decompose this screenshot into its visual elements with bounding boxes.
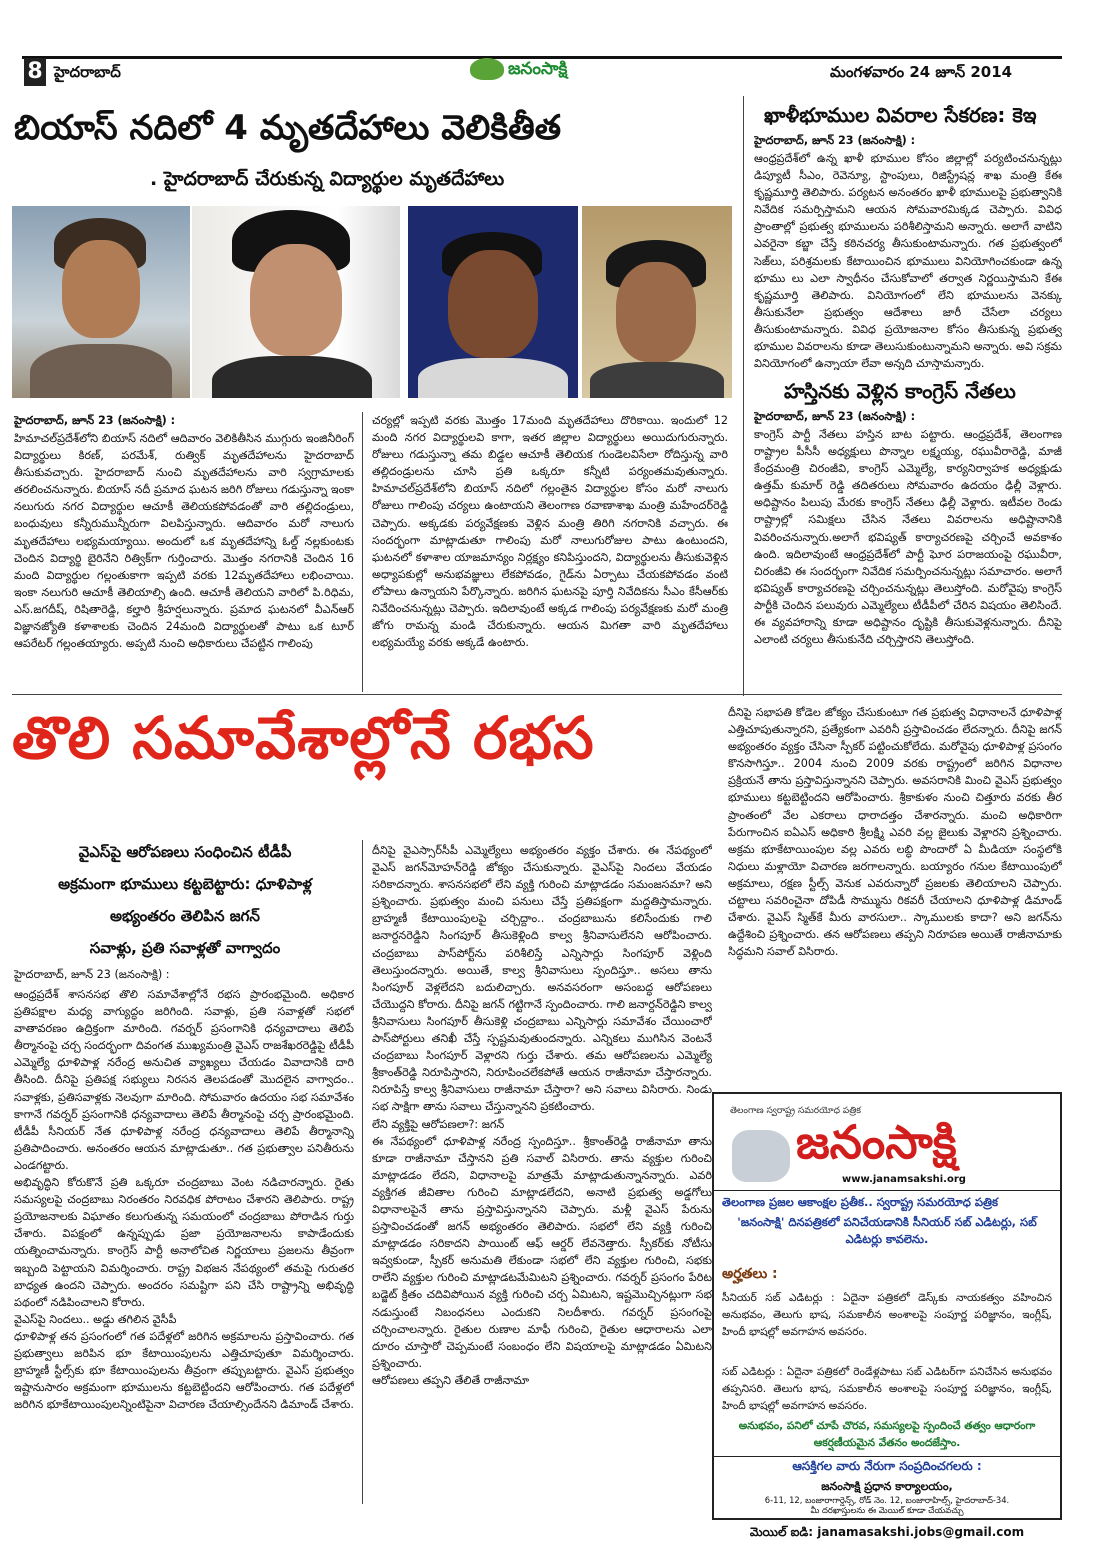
story1-column-2: చర్యల్లో ఇప్పటి వరకు మొత్తం 17మంది మృతదేహాలు దొరికాయి. ఇందులో 12 మంది నగర విద్యార్థులవి కాగా, ఇతర జిల్లాల విద్యార్థులు అయిదుగురున్నారు. రోజులు గడుస్తున్నా తమ బిడ్డల ఆచూకీ తెలియక గుండెలవిసేలా రోదిస్తున్న వారి తల్లిదండ్రులను చూసి ప్రతి ఒక్కరూ కన్నీటి పర్యంతమవుతున్నారు. హిమాచల్‌ప్రదేశ్‌లోని బియాస్ నదిలో గల్లంతైన విద్యార్థుల కోసం మరో నాలుగు రోజులు గాలింపు చర్యలు ఉంటాయని తెలంగాణ రవాణాశాఖ మంత్రి మహేందర్‌రెడ్డి చెప్పారు. అక్కడకు పర్యవేక్షణకు వెళ్లిన మంత్రి తిరిగి నగరానికి వచ్చారు. ఈ సందర్భంగా మాట్లాడుతూ గాలింపు మరో నాలుగురోజుల పాటు ఉంటుందని, ఘటనలో కళాశాల యాజమాన్యం నిర్లక్ష్యం కనిపిస్తుందని, విద్యార్థులను తీసుకువెళ్లిన అధ్యాపకుల్లో అనుభవజ్ఞులు లేకపోవడం, గైడ్‌ను ఏర్పాటు చేయకపోవడం వంటి లోపాలు ఉన్నాయని పేర్కొన్నారు. జరిగిన ఘటనపై పూర్తి నివేదికను సీఎం కేసీఆర్‌కు నివేదించనున్నట్లు చెప్పారు. ఇదిలావుంటే అక్కడ గాలింపు పర్యవేక్షణకు మరో మంత్రి జోగు రామన్న మండి చేరుకున్నారు. ఆయన మిగతా వారి మృతదేహాలు లభ్యమయ్యే వరకు అక్కడే ఉంటారు.	[372, 414, 728, 650]
page-number: 8	[24, 58, 46, 86]
story2-kicker-1: వైఎస్‌పై ఆరోపణలు సంధించిన టీడీపీ	[78, 843, 292, 861]
side2-body: కాంగ్రెస్ పార్టీ నేతలు హస్తిన బాట పట్టారు. ఆంధ్రప్రదేశ్, తెలంగాణ రాష్ట్రాల పీసీసీ అధ్యక్షులు పొన్నాల లక్ష్మయ్య, రఘువీరారెడ్డి, మాజీ కేంద్రమంత్రి చిరంజీవి, కాంగ్రెస్ ఎమ్మెల్యే, కార్యనిర్వాహక అధ్యక్షుడు ఉత్తమ్ కుమార్ రెడ్డి తదితరులు సోమవారం ఉదయం ఢిల్లీ వెళ్లారు. అధిష్టానం పిలుపు మేరకు కాంగ్రెస్ నేతలు ఢిల్లీ వెళ్లారు. ఇటీవల రెండు రాష్ట్రాల్లో సమిక్షలు చేసిన నేతలు వివరాలను అధిష్టానానికి వివరించనున్నారు.అలాగే భవిష్యత్ కార్యాచరణపై చర్చించే అవకాశం ఉంది. ఇదిలావుంటే ఆంధ్రప్రదేశ్‌లో పార్టీ ఘోర పరాజయంపై రఘువీరా, చిరంజీవి ఈ సందర్భంగా నివేదిక సమర్పించనున్నట్లు సమాచారం. అలాగే భవిష్యత్ కార్యాచరణపై చర్చించనున్నట్లు తెలుస్తోంది. మరోవైపు కాంగ్రెస్ పార్టీకి చెందిన పలువురు ఎమ్మెల్యేలు టీడీపీలో చేరిన విషయం తెలిసిందే. ఈ వ్యవహారాన్ని కూడా అధిష్టానం దృష్టికి తీసుకువెళ్లనున్నారు. దీనిపై ఎలాంటి చర్యలు తీసుకునేది చర్చిస్తారని తెలుస్తోంది.	[754, 428, 1062, 647]
story1-dateline: హైదరాబాద్, జూన్ 23 (జనంసాక్షి) :	[14, 414, 176, 427]
ad-qualifications-title: అర్హతలు :	[722, 1266, 778, 1282]
ad-line-3: అనుభవం, పనిలో చూపే చొరవ, సమస్యలపై స్పందించే తత్వం ఆధారంగా ఆకర్షణీయమైన వేతనం అందజేస్తాం.	[738, 1420, 1036, 1450]
story1-headline: బియాస్ నదిలో 4 మృతదేహాలు వెలికితీత	[14, 108, 562, 148]
story2-kicker-2: అక్రమంగా భూములు కట్టబెట్టారు: ధూళిపాళ్ల	[58, 875, 312, 893]
ad-tagline: తెలంగాణ స్వరాష్ట్ర సమరయోధ పత్రిక	[730, 1106, 861, 1116]
story1-subhead: . హైదరాబాద్ చేరుకున్న విద్యార్థుల మృతదేహాలు	[150, 168, 505, 190]
telangana-map-icon	[732, 1130, 790, 1182]
student-photo-4	[582, 206, 732, 398]
story2-column-2: దీనిపై వైఎస్సార్‌సీపీ ఎమ్మెల్యేలు అభ్యంతరం వ్యక్తం చేశారు. ఈ నేపథ్యంలో వైఎస్ జగన్‌మోహన్‌రెడ్డి జోక్యం చేసుకున్నారు. వైఎస్‌పై నిందలు వేయడం సరికాదన్నారు. శాసనసభలో లేని వ్యక్తి గురించి మాట్లాడడం సమంజసమా? అని ప్రశ్నించారు. ప్రభుత్వం మంచి పనులు చేస్తే ప్రతిపక్షంగా మద్దతిస్తామన్నారు. బ్రాహ్మణీ కేటాయింపులపై చర్చిద్దాం.. చంద్రబాబును కలిసేందుకు గాలి జనార్దనరెడ్డిని సింగపూర్ తీసుకెళ్లింది కాల్వ శ్రీనివాసులేనని ఆరోపించారు. చంద్రబాబు పాస్‌పోర్ట్‌ను పరిశీలిస్తే ఎన్నిసార్లు సింగపూర్ వెళ్లింది తెలుస్తుందన్నారు. అయితే, కాల్వ శ్రీనివాసులు స్పందిస్తూ.. అసలు తాను సింగపూర్ వెళ్లలేదని బదులిచ్చారు. అనవసరంగా అసంబద్ధ ఆరోపణలు చేయొద్దని కోరారు. దీనిపై జగన్ గట్టిగానే స్పందించారు. గాలి జనార్దన్‌రెడ్డిని కాల్వ శ్రీనివాసులు సింగపూర్ తీసుకెళ్లి చంద్రబాబు ఎన్నిసార్లు సమావేశం చేయించారో పాస్‌పోర్టులు తనిఖీ చేస్తే స్పష్టమవుతుందన్నారు. ఎన్నికలు ముగిసిన వెంటనే చంద్రబాబు సింగపూర్ వెళ్లారని గుర్తు చేశారు. తమ ఆరోపణలను ఎమ్మెల్యే శ్రీకాంత్‌రెడ్డి నిరూపిస్తారని, నిరూపించలేకపోతే ఆయన రాజీనామా చేస్తారన్నారు. నిరూపిస్తే కాల్వ శ్రీనివాసులు రాజీనామా చేస్తారా? అని సవాలు విసిరారు. నిండు సభ సాక్షిగా తాను సవాలు చేస్తున్నానని ప్రకటించారు. లేని వ్యక్తిపై ఆరోపణలా?: జగన్ ఈ నేపథ్యంలో ధూళిపాళ్ల నరేంద్ర స్పందిస్తూ.. శ్రీకాంత్‌రెడ్డి రాజీనామా తాను కూడా రాజీనామా చేస్తానని ప్రతి సవాల్ విసిరారు. తాను వ్యక్తుల గురించి మాట్లాడడం లేదని, విధానాలపై మాత్రమే మాట్లాడుతున్నానన్నారు. ఎవరి వ్యక్తిగత జీవితాల గురించి మాట్లాడలేదని, అనాటి ప్రభుత్వ అడ్డగోలు విధానాలపైనే తాను ప్రస్తావిస్తున్నానని చెప్పారు. మళ్లీ వైఎస్ పేరును ప్రస్తావించడంతో జగన్ అభ్యంతరం తెలిపారు. సభలో లేని వ్యక్తి గురించి మాట్లాడడం సరికాదని పాయింట్ ఆఫ్ ఆర్డర్ లేవనెత్తారు. స్పీకర్‌కు నోటీసు ఇవ్వకుండా, స్పీకర్ అనుమతి లేకుండా సభలో లేని వ్యక్తుల గురించి, సభకు రాలేని వ్యక్తుల గురించి మాట్లాడటమేమిటని ప్రశ్నించారు. గవర్నర్ ప్రసంగం పేరిట బడ్జెట్ క్రితం చదివిపోయిన వ్యక్తి గురించి చర్చ ఏమిటని, ఇష్టమొచ్చినట్లుగా సభ నడుస్తుంటే నిబంధనలు ఎందుకని నిలదీశారు. గవర్నర్ ప్రసంగంపై చర్చించాలన్నారు. రైతుల రుణాల మాఫీ గురించి, రైతుల ఆధారాలను ఎలా దూరం చూస్తారో చెప్పమంటే సంబంధం లేని విషయాలపై మాట్లాడడం ఏమిటని ప్రశ్నించారు. ఆరోపణలు తప్పని తేలితే రాజీనామా	[372, 844, 712, 1387]
side1-body: ఆంధ్రప్రదేశ్‌లో ఉన్న ఖాళీ భూముల కోసం జిల్లాల్లో పర్యటించనున్నట్లు డిప్యూటీ సీఎం, రెవెన్యూ, స్టాంపులు, రిజిస్ట్రేషన్ల శాఖ మంత్రి కేఈ కృష్ణమూర్తి తెలిపారు. పర్యటన అనంతరం ఖాళీ భూములపై ప్రభుత్వానికి నివేదిక సమర్పిస్తామని ఆయన సోమవారమిక్కడ చెప్పారు. వివిధ ప్రాంతాల్లో ప్రభుత్వ భూములను పరిశీలిస్తామని అన్నారు. అలాగే వాటిని ఎవరైనా కబ్జా చేస్తే కఠినచర్య తీసుకుంటామన్నారు. గత ప్రభుత్వంలో సెజ్‌లు, పరిశ్రమలకు కేటాయించిన భూములు వినియోగించకుండా ఉన్న భూము లు ఎలా స్వాధీనం చేసుకోవాలో తర్వాత నిర్ణయిస్తామని కేఈ కృష్ణమూర్తి తెలిపారు. వినియోగంలో లేని భూములను వెనక్కు తీసుకునేలా ప్రభుత్వం ఆదేశాలు జారీ చేసేలా చర్యలు తీసుకుంటామన్నారు. వివిధ ప్రయోజనాల కోసం తీసుకున్న ప్రభుత్వ భూముల వివరాలను కూడా తెలుసుకుంటున్నామని అన్నారు. అవి సక్రమ వినియోగంలో ఉన్నాయా లేవా అన్నది చూస్తామన్నారు.	[754, 152, 1062, 370]
masthead-logo	[470, 56, 567, 82]
logo-text: జనంసాక్షి	[508, 59, 568, 79]
story1-column-1: హిమాచల్‌ప్రదేశ్‌లోని బియాస్ నదిలో ఆదివారం వెలికితీసిన ముగ్గురు ఇంజినీరింగ్ విద్యార్థులు కిరణ్, పరమేశ్, రుత్విక్ మృతదేహాలను హైదరాబాద్ తీసుకువచ్చారు. హైదరాబాద్ నుంచి మృతదేహాలను వారి స్వగ్రామాలకు తరలించనున్నారు. బియాస్ నదీ ప్రమాద ఘటన జరిగి రోజులు గడుస్తున్నా ఇంకా నలుగురు నగర విద్యార్థుల ఆచూకీ తెలియకపోవడంతో వారి తల్లిదండ్రులు, బంధువులు కన్నీరుమున్నీరుగా విలపిస్తున్నారు. ఆదివారం మరో నాలుగు మృతదేహాలు లభ్యమయ్యాయి. అందులో ఒక మృతదేహాన్ని ఓల్డ్ నల్లకుంటకు చెందిన విద్యార్థి బైరినేని రిత్విక్‌గా గుర్తించారు. మొత్తం నగరానికి చెందిన 16 మంది విద్యార్థుల గల్లంతుకాగా ఇప్పటి వరకు 12మృతదేహాలు లభించాయి. ఇంకా నలుగురి ఆచూకీ తెలియాల్సి ఉంది. ఆచూకీ తెలియని వారిలో పి.రిధిమ, ఎస్.జగదీష్, రిషితారెడ్డి, కల్హారి శ్రీహర్షలున్నారు. ప్రమాద ఘటనలో వీఎన్ఆర్ విజ్ఞానజ్యోతి కళాశాలకు చెందిన 24మంది విద్యార్థులతో పాటు ఒక టూర్ ఆపరేటర్ గల్లంతయ్యారు. అప్పటి నుంచి అధికారులు చేపట్టిన గాలింపు	[14, 432, 354, 651]
ad-line-2: 'జనంసాక్షి' దినపత్రికలో పనిచేయడానికి సీనియర్ సబ్ ఎడిటర్లు, సబ్ ఎడిటర్లు కావలెను.	[737, 1215, 1037, 1247]
ad-url: www.janamsakshi.org	[842, 1174, 966, 1185]
ad-rule	[714, 1190, 1060, 1191]
ad-email[interactable]: మెయిల్ ఐడి: janamasakshi.jobs@gmail.com	[749, 1525, 1025, 1539]
story2-kicker-4: సవాళ్లు, ప్రతి సవాళ్లతో వాగ్వాదం	[89, 939, 281, 957]
tree-logo-icon	[470, 58, 504, 80]
story2-column-1: ఆంధ్రప్రదేశ్ శాసనసభ తొలి సమావేశాల్లోనే రభస ప్రారంభమైంది. అధికార ప్రతిపక్షాల మధ్య వాగ్యుద్ధం జరిగింది. సవాళ్లు, ప్రతి సవాళ్లతో సభలో వాతావరణం ఉద్రిక్తంగా మారింది. గవర్నర్ ప్రసంగానికి ధన్యవాదాలు తెలిపే తీర్మానంపై చర్చ సందర్భంగా దివంగత ముఖ్యమంత్రి వైఎస్ రాజశేఖరరెడ్డిపై టీడీపీ ఎమ్మెల్యే ధూళిపాళ్ల నరేంద్ర అనుచిత వ్యాఖ్యలు చేయడం వివాదానికి దారి తీసింది. దీనిపై ప్రతిపక్ష సభ్యులు నిరసన తెలపడంతో మొదలైన వాగ్వాదం.. సవాళ్లకు, ప్రతిసవాళ్లకు నెలవుగా మారింది. సోమవారం ఉదయం సభ సమావేశం కాగానే గవర్నర్ ప్రసంగానికి ధన్యవాదాలు తెలిపే తీర్మానంపై చర్చ ప్రారంభమైంది. టీడీపీ సీనియర్ నేత ధూళిపాళ్ల నరేంద్ర ధన్యవాదాలు తెలిపే తీర్మానాన్ని ప్రతిపాదించారు. అనంతరం ఆయన మాట్లాడుతూ.. గత ప్రభుత్వాల పనితీరును ఎండగట్టారు. అభివృద్ధిని కోరుకొనే ప్రతి ఒక్కరూ చంద్రబాబు వెంట నడిచారన్నారు. రైతు సమస్యలపై చంద్రబాబు నిరంతరం నిరవధిక పోరాటం చేశారని తెలిపారు. రాష్ట్ర ప్రయోజనాలకు విఘాతం కలుగుతున్న సమయంలో చంద్రబాబు పోరాడిన గుర్తు చేశారు. విపక్షంలో ఉన్నప్పుడు ప్రజా ప్రయోజనాలను కాపాడేందుకు యత్నించామన్నారు. కాంగ్రెస్ పార్టీ అనాలోచిత నిర్ణయాలు ప్రజలను తీవ్రంగా ఇబ్బంది పెట్టాయని విమర్శించారు. రాష్ట్ర విభజన నేపథ్యంలో తమపై గురుతర బాధ్యత ఉందని చెప్పారు. అందరం సమష్టిగా పని చేసి రాష్ట్రాన్ని అభివృద్ధి పథంలో నడిపించాలని కోరారు. వైఎస్‌పై నిందలు.. అడ్డు తగిలిన వైసీపీ ధూళిపాళ్ల తన ప్రసంగంలో గత పదేళ్లలో జరిగిన అక్రమాలను ప్రస్తావించారు. గత ప్రభుత్వాలు జరిపిన భూ కేటాయింపులను ఎత్తిచూపుతూ విమర్శించారు. బ్రాహ్మణీ స్టీల్స్‌కు భూ కేటాయింపులను తీవ్రంగా తప్పుబట్టారు. వైఎస్ ప్రభుత్వం ఇష్టానుసారం అక్రమంగా భూములను కట్టబెట్టిందని ఆరోపించారు. గత పదేళ్లలో జరిగిన భూకేటాయింపులన్నింటిపైనా విచారణ చేయాల్సిందేనని డిమాండ్ చేశారు.	[14, 988, 354, 1412]
story2-kicker-3: అభ్యంతరం తెలిపిన జగన్	[110, 907, 260, 925]
side1-headline: ఖాళీభూముల వివరాల సేకరణ: కెఇ	[764, 103, 1037, 127]
section-rule	[12, 694, 1062, 695]
side2-headline: హస్తినకు వెళ్లిన కాంగ్రెస్ నేతలు	[784, 379, 1016, 403]
story2-dateline: హైదరాబాద్, జూన్ 23 (జనంసాక్షి) :	[14, 968, 170, 981]
recruitment-ad	[712, 1092, 1062, 1520]
ad-address: 6-11, 12, బంజారాగార్డెన్స్, రోడ్ నెం. 12, బంజారాహిల్స్, హైదరాబాద్-34.	[764, 1495, 1010, 1505]
story2-column-3: దీనిపై సభాపతి కోడెల జోక్యం చేసుకుంటూ గత ప్రభుత్వ విధానాలనే ధూళిపాళ్ల ఎత్తిచూపుతున్నారని, ప్రత్యేకంగా ఎవరినీ ప్రస్తావించడం లేదన్నారు. దీనిపై జగన్ అభ్యంతరం వ్యక్తం చేసినా స్పీకర్ పట్టించుకోలేదు. మరోవైపు ధూళిపాళ్ల ప్రసంగం కొనసాగిస్తూ.. 2004 నుంచి 2009 వరకు రాష్ట్రంలో జరిగిన విధానాల ప్రక్రియనే తాను ప్రస్తావిస్తున్నానని చెప్పారు. అవసరానికి మించి వైఎస్ ప్రభుత్వం భూములు కట్టబెట్టిందని ఆరోపించారు. శ్రీకాకుళం నుంచి చిత్తూరు వరకు తీర ప్రాంతంలో వేల ఎకరాలు ధారాదత్తం చేశారన్నారు. మంచి అధికారిగా పేరుగాంచిన ఐఏఎస్ అధికారి శ్రీలక్ష్మి ఎవరి వల్ల జైలుకు వెళ్లారని ప్రశ్నించారు. అక్రమ భూకేటాయింపుల వల్ల ఎవరు లబ్ధి పొందారో ఏ మీడియా సంస్థలోకి నిధులు మళ్లాయో విచారణ జరగాలన్నారు. బయ్యారం గనుల కేటాయింపులో అక్రమాలు, రక్షణ స్టీల్స్ వెనుక ఎవరున్నారో ప్రజలకు తెలియాలని చెప్పారు. చట్టాలు సవరించైనా దోపిడీ సొమ్మును రికవరీ చేయాలని ధూళిపాళ్ల డిమాండ్ చేశారు. వైఎస్ స్మిత్‌కే మీరు వారసులా.. స్కాములకు కాదా? అని జగన్‌ను ఉద్దేశించి ప్రశ్నించారు. తన ఆరోపణలు తప్పని నిరూపణ అయితే రాజీనామాకు సిద్ధమని సవాల్ విసిరారు.	[728, 706, 1062, 959]
column-rule	[362, 840, 363, 1504]
issue-date: మంగళవారం 24 జూన్ 2014	[830, 63, 1013, 81]
ad-brand: జనంసాక్షి	[796, 1115, 957, 1169]
ad-contact-title: ఆసక్తిగల వారు నేరుగా సంప్రదించగలరు :	[792, 1459, 982, 1473]
side2-dateline: హైదరాబాద్, జూన్ 23 (జనంసాక్షి) :	[754, 410, 916, 423]
student-photo-1	[12, 206, 190, 398]
student-photo-3	[408, 206, 578, 398]
edition-city: హైదరాబాద్	[54, 63, 121, 81]
ad-qualification-1: సీనియర్ సబ్ ఎడిటర్లు : ఏదైనా పత్రికలో డెస్క్‌కు నాయకత్వం వహించిన అనుభవం, తెలుగు భాష, సమకాలీన అంశాలపై సంపూర్ణ పరిజ్ఞానం, ఇంగ్లీష్, హిందీ భాషల్లో అవగాహన అవసరం.	[722, 1292, 1052, 1338]
column-rule	[362, 412, 363, 692]
student-photo-2	[192, 206, 400, 398]
side1-dateline: హైదరాబాద్, జూన్ 23 (జనంసాక్షి) :	[754, 134, 916, 147]
story2-headline: తొలి సమావేశాల్లోనే రభస	[12, 704, 595, 772]
ad-office: జనంసాక్షి ప్రధాన కార్యాలయం,	[821, 1480, 953, 1493]
ad-rule	[714, 1456, 1060, 1457]
side-column-rule	[743, 96, 744, 696]
ad-line-1: తెలంగాణ ప్రజల ఆకాంక్షల ప్రతీక.. స్వరాష్ట్ర సమరయోధ పత్రిక	[722, 1195, 999, 1209]
ad-masthead	[722, 1102, 1052, 1188]
ad-qualification-2: సబ్ ఎడిటర్లు : ఏదైనా పత్రికలో రెండేళ్లపాటు సబ్ ఎడిటర్‌గా పనిచేసిన అనుభవం తప్పనిసరి. తెలుగు భాష, సమకాలీన అంశాలపై సంపూర్ణ పరిజ్ఞానం, ఇంగ్లీష్, హిందీ భాషల్లో అవగాహన అవసరం.	[722, 1366, 1052, 1412]
ad-email-note: మీ దరఖాస్తులను ఈ మెయిల్ కూడా చేయవచ్చు	[810, 1505, 964, 1515]
